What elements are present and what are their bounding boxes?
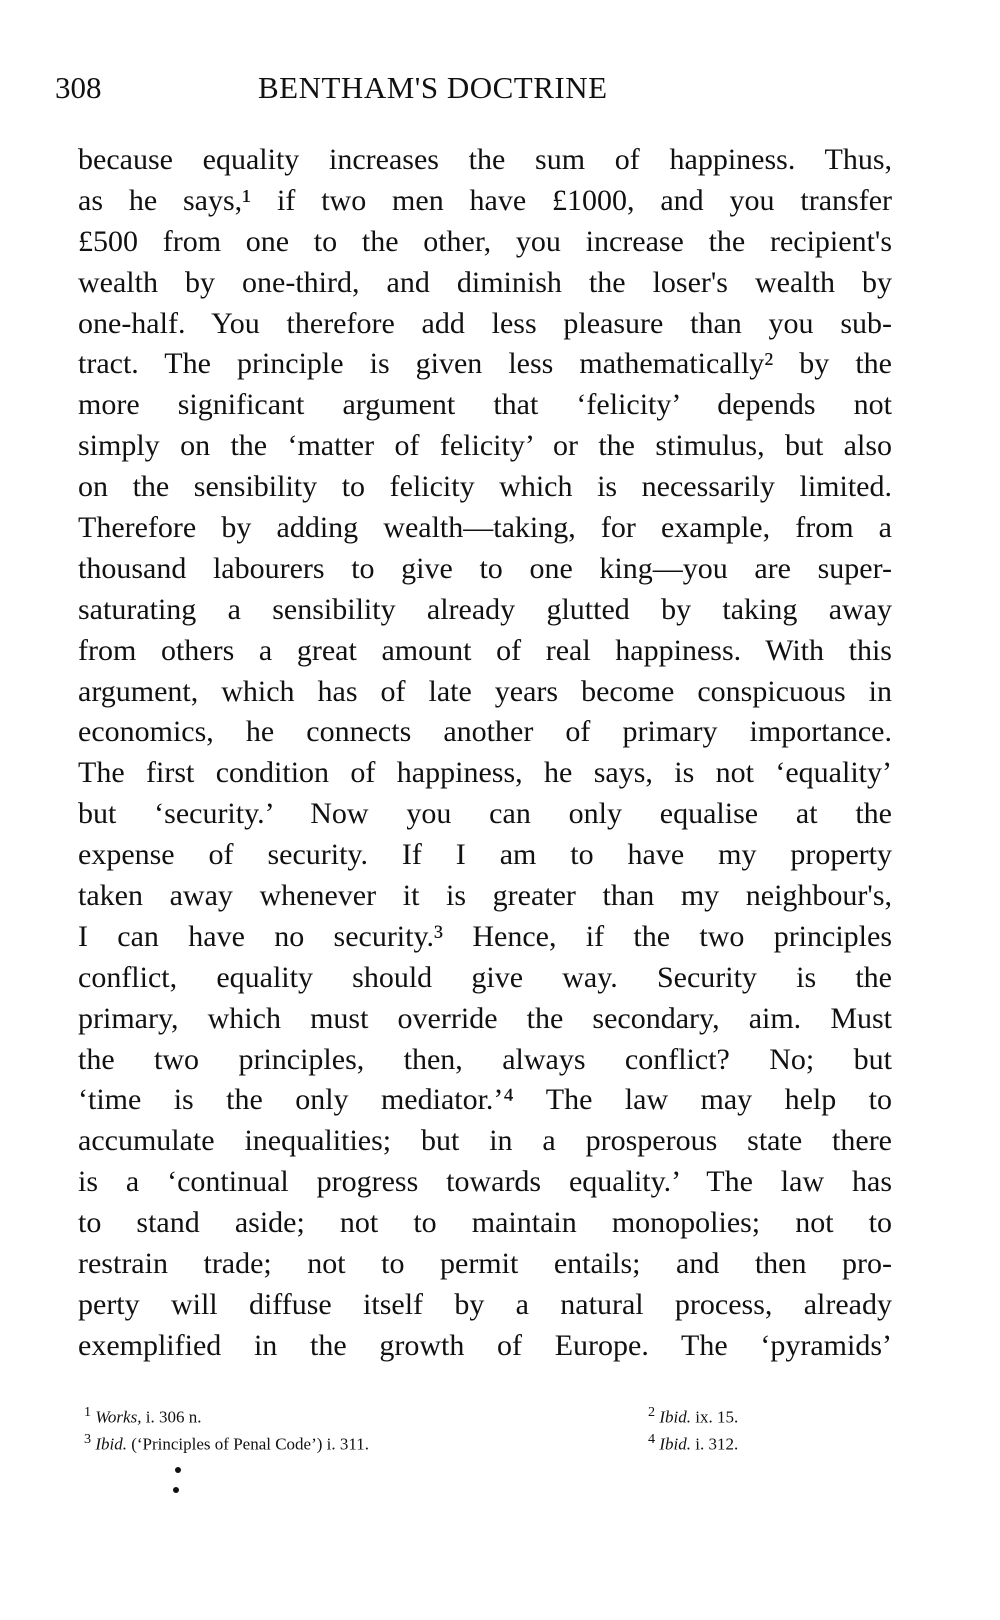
text-line: but ‘security.’ Now you can only equalise at the [78, 797, 892, 831]
text-line: is a ‘continual progress towards equality.’ The law has [78, 1165, 892, 1199]
footnote-1 [84, 1402, 201, 1428]
footnote-mark: 2 [648, 1404, 656, 1420]
text-line: because equality increases the sum of happiness. Thus, [78, 143, 892, 176]
text-line: wealth by one-third, and diminish the loser's wealth by [78, 265, 892, 299]
page-number: 308 [55, 70, 102, 105]
footnote-source: Ibid. [659, 1434, 691, 1454]
text-line: argument, which has of late years become conspicuous in [78, 674, 892, 708]
footnote-mark: 4 [648, 1431, 656, 1447]
ink-speck [173, 1487, 179, 1493]
footnote-mark: 1 [84, 1404, 92, 1420]
text-line: The first condition of happiness, he says, is not ‘equality’ [78, 756, 892, 790]
text-line: primary, which must override the secondary, aim. Must [78, 1001, 892, 1035]
text-line: Therefore by adding wealth—taking, for example, from a [78, 511, 892, 545]
footnote-source: Works, [95, 1407, 142, 1427]
text-line: on the sensibility to felicity which is necessarily limited. [78, 470, 892, 504]
footnote-text: i. 312. [690, 1434, 739, 1454]
text-line: conflict, equality should give way. Security is the [78, 960, 892, 994]
ink-speck [175, 1467, 181, 1473]
text-line: more significant argument that ‘felicity’ depends not [78, 388, 892, 422]
footnote-mark: 3 [84, 1431, 92, 1447]
footnote-2 [648, 1402, 738, 1428]
text-line: economics, he connects another of primary importance. [78, 715, 892, 749]
text-line: one-half. You therefore add less pleasure than you sub- [78, 306, 892, 340]
text-line: £500 from one to the other, you increase the recipient's [78, 224, 892, 258]
running-title: BENTHAM'S DOCTRINE [258, 70, 608, 105]
text-line: saturating a sensibility already glutted by taking away [78, 592, 892, 626]
footnote-text: (‘Principles of Penal Code’) i. 311. [126, 1434, 370, 1454]
text-line: exemplified in the growth of Europe. The ‘pyramids’ [78, 1328, 892, 1362]
text-line: ‘time is the only mediator.’⁴ The law may help to [78, 1083, 892, 1117]
text-line: simply on the ‘matter of felicity’ or the stimulus, but also [78, 429, 892, 463]
text-line: as he says,¹ if two men have £1000, and you transfer [78, 183, 892, 217]
text-line: perty will diffuse itself by a natural process, already [78, 1287, 892, 1321]
text-line: accumulate inequalities; but in a prosperous state there [78, 1124, 892, 1158]
footnote-source: Ibid. [659, 1407, 691, 1427]
text-line: to stand aside; not to maintain monopolies; not to [78, 1206, 892, 1240]
text-line: taken away whenever it is greater than my neighbour's, [78, 879, 892, 913]
text-line: expense of security. If I am to have my property [78, 838, 892, 872]
text-line: from others a great amount of real happiness. With this [78, 633, 892, 667]
text-line: I can have no security.³ Hence, if the two principles [78, 919, 892, 953]
text-line: restrain trade; not to permit entails; and then pro- [78, 1247, 892, 1281]
text-line: the two principles, then, always conflict? No; but [78, 1042, 892, 1076]
footnote-3 [84, 1429, 369, 1455]
text-line: tract. The principle is given less mathematically² by the [78, 347, 892, 381]
footnote-source: Ibid. [95, 1434, 127, 1454]
footnote-text: i. 306 n. [141, 1407, 202, 1427]
footnote-text: ix. 15. [690, 1407, 739, 1427]
body-text [78, 140, 892, 1367]
footnote-4 [648, 1429, 738, 1455]
text-line: thousand labourers to give to one king—you are super- [78, 551, 892, 585]
